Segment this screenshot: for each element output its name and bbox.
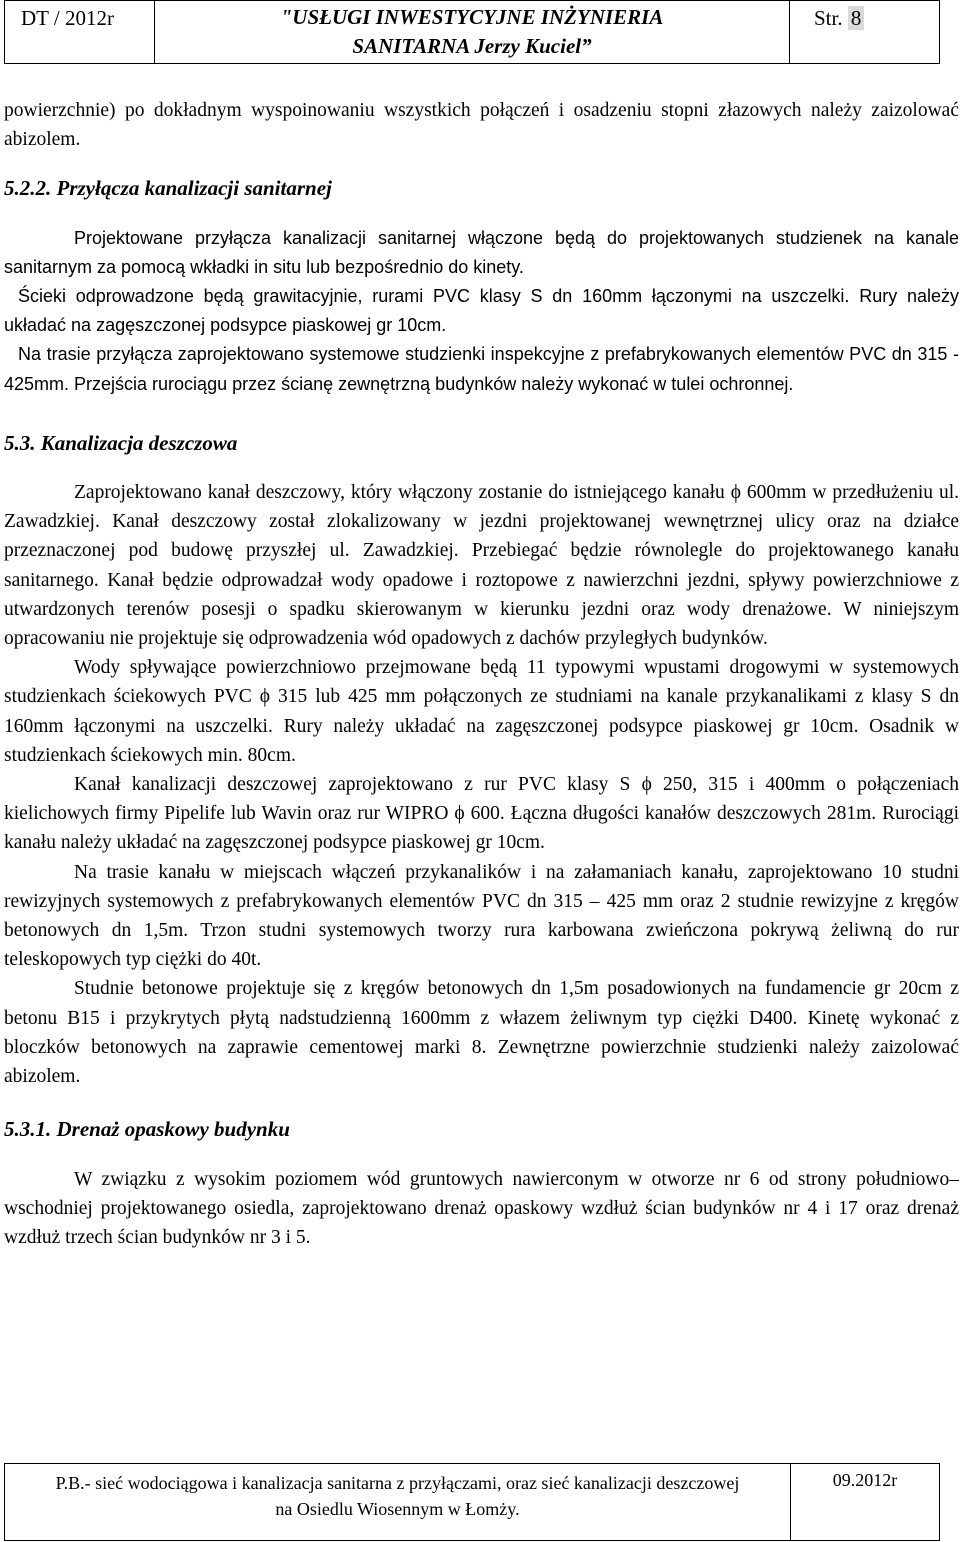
paragraph-connections: Projektowane przyłącza kanalizacji sanitarnej włączone będą do projektowanych studzienek na kanale sanitarnym za pomocą wkładki in situ lub bezpośrednio do kinety. bbox=[4, 227, 959, 277]
paragraph-concrete-wells: Studnie betonowe projektuje się z kręgów betonowych dn 1,5m posadowionych na fundamencie gr 20cm z betonu B15 i przykrytych płytą nadstudzienną 1600mm z włazem żeliwnym typ ciężki D400. Kinetę wykonać z bloczków betonowych na zaprawie cementowej marki 8. Zewnętrzne powierzchnie studzienki należy zaizolować abizolem. bbox=[4, 978, 959, 1088]
paragraph-pipes: Kanał kanalizacji deszczowej zaprojektowano z rur PVC klasy S ϕ 250, 315 i 400mm o połączeniach kielichowych firmy Pipelife lub Wavin oraz rur WIPRO ϕ 600. Łączna długości kanałów deszczowych 281m. Rurociągi kanału należy układać na zagęszczonej podsypce piaskowej gr 10cm. bbox=[4, 774, 959, 854]
page-header bbox=[4, 0, 940, 64]
paragraph-storm-channel: Zaprojektowano kanał deszczowy, który włączony zostanie do istniejącego kanału ϕ 600mm w przedłużeniu ul. Zawadzkiej. Kanał deszczowy został zlokalizowany w jezdni projektowanej wewnętrznej ulicy oraz na działce przeznaczonej pod budowę przyszłej ul. Zawadzkiej. Przebiegać będzie równolegle do projektowanego kanału sanitarnego. Kanał będzie odprowadzał wody opadowe i roztopowe z nawierzchni jezdni, spływy powierzchniowe z utwardzonych terenów posesji o spadku skierowanym w kierunku jezdni oraz wody drenażowe. W niniejszym opracowaniu nie projektuje się odprowadzenia wód opadowych z dachów przyległych budynków. bbox=[4, 482, 959, 650]
company-name-line1: "USŁUGI INWESTYCYJNE INŻYNIERIA bbox=[280, 5, 664, 29]
page-number-box bbox=[789, 1, 939, 63]
paragraph-continuation: powierzchnie) po dokładnym wyspoinowaniu wszystkich połączeń i osadzeniu stopni złazowych należy zaizolować abizolem. bbox=[4, 100, 959, 151]
document-body bbox=[4, 96, 959, 1252]
paragraph-sewage: Ścieki odprowadzone będą grawitacyjnie, rurami PVC klasy S dn 160mm łączonymi na uszczelki. Rury należy układać na zagęszczonej podsypce piaskowej gr 10cm. bbox=[4, 286, 959, 336]
paragraph-manholes: Na trasie kanału w miejscach włączeń przykanalików i na załamaniach kanału, zaprojektowano 10 studni rewizyjnych systemowych z prefabrykowanych elementów PVC dn 315 – 425 mm oraz 2 studnie rewizyjne z kręgów betonowych dn 1,5m. Trzon studni systemowych tworzy rura karbowana zwieńczona pokrywą żeliwną do rur teleskopowych typ ciężki do 40t. bbox=[4, 861, 959, 971]
paragraph-surface-water: Wody spływające powierzchniowo przejmowane będą 11 typowymi wpustami drogowymi w systemowych studzienkach ściekowych PVC ϕ 315 lub 425 mm połączonych ze studniami na kanale przykanalikami z klasy S dn 160mm łączonymi na uszczelki. Rury należy układać na zagęszczonej podsypce piaskowej gr 10cm. Osadnik w studzienkach ściekowych min. 80cm. bbox=[4, 657, 959, 766]
document-date: 09.2012r bbox=[832, 1470, 898, 1490]
page-label: Str. bbox=[814, 6, 843, 30]
section-heading-5-2-2: 5.2.2. Przyłącza kanalizacji sanitarnej bbox=[4, 176, 332, 201]
section-heading-5-3: 5.3. Kanalizacja deszczowa bbox=[4, 430, 238, 455]
project-title bbox=[5, 1464, 791, 1540]
page-footer bbox=[4, 1463, 940, 1541]
document-code: DT / 2012r bbox=[5, 1, 155, 63]
section-heading-5-3-1: 5.3.1. Drenaż opaskowy budynku bbox=[4, 1117, 290, 1142]
project-title-line1: P.B.- sieć wodociągowa i kanalizacja sanitarna z przyłączami, oraz sieć kanalizacji deszczowej bbox=[55, 1473, 740, 1493]
page-number: 8 bbox=[848, 6, 865, 30]
company-name bbox=[155, 1, 789, 63]
paragraph-drainage: W związku z wysokim poziomem wód gruntowych nawierconym w otworze nr 6 od strony południowo–wschodniej projektowanego osiedla, zaprojektowano drenaż opaskowy wzdłuż ścian budynków nr 4 i 17 oraz drenaż wzdłuż trzech ścian budynków nr 3 i 5. bbox=[4, 1168, 959, 1248]
paragraph-inspection-wells: Na trasie przyłącza zaprojektowano systemowe studzienki inspekcyjne z prefabrykowanych elementów PVC dn 315 - 425mm. Przejścia rurociągu przez ścianę zewnętrzną budynków należy wykonać w tulei ochronnej. bbox=[4, 344, 959, 394]
project-title-line2: na Osiedlu Wiosennym w Łomży. bbox=[275, 1499, 520, 1519]
company-name-line2: SANITARNA Jerzy Kuciel” bbox=[352, 34, 592, 58]
